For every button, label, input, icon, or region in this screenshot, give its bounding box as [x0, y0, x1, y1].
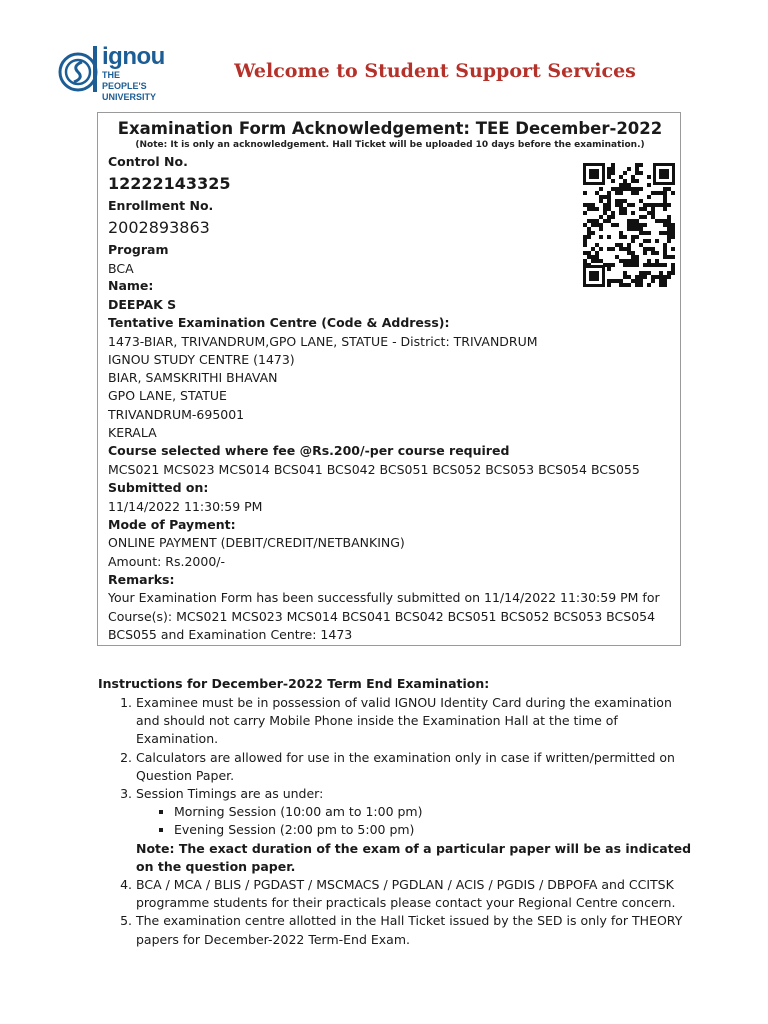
- program-label: Program: [108, 242, 169, 257]
- form-note: (Note: It is only an acknowledgement. Hall Ticket will be uploaded 10 days before the examination.): [135, 140, 645, 150]
- remarks-line: Course(s): MCS021 MCS023 MCS014 BCS041 BCS042 BCS051 BCS052 BCS053 BCS054: [108, 609, 656, 624]
- centre-line: KERALA: [108, 425, 157, 440]
- session-list: [136, 803, 698, 839]
- control-label: Control No.: [108, 154, 188, 169]
- instruction-text: Session Timings are as under:: [136, 786, 324, 802]
- instruction-item: 5. The examination centre allotted in the Hall Ticket issued by the SED is only for THEORY papers for December-2022 Term-End Exam.: [136, 912, 698, 948]
- submitted-value: 11/14/2022 11:30:59 PM: [108, 499, 263, 514]
- centre-line: 1473-BIAR, TRIVANDRUM,GPO LANE, STATUE - District: TRIVANDRUM: [108, 334, 538, 349]
- centre-line: GPO LANE, STATUE: [108, 388, 227, 403]
- name-label: Name:: [108, 278, 154, 293]
- form-title: Examination Form Acknowledgement: TEE December-2022: [117, 119, 663, 138]
- centre-line: IGNOU STUDY CENTRE (1473): [108, 352, 295, 367]
- course-value: MCS021 MCS023 MCS014 BCS041 BCS042 BCS051 BCS052 BCS053 BCS054 BCS055: [108, 462, 640, 477]
- page-title: Welcome to Student Support Services: [234, 60, 636, 82]
- submitted-label: Submitted on:: [108, 480, 209, 495]
- logo-brand: ignou: [102, 43, 165, 70]
- instructions-section: [98, 676, 698, 949]
- session-note: Note: The exact duration of the exam of a particular paper will be as indicated on the question paper.: [136, 840, 692, 874]
- instruction-item: 2. Calculators are allowed for use in the examination only in case if written/permitted on Question Paper.: [136, 749, 698, 785]
- enrollment-value: 2002893863: [108, 218, 210, 237]
- instruction-item: [136, 785, 698, 876]
- session-item: ▪ Morning Session (10:00 am to 1:00 pm): [174, 803, 698, 821]
- instructions-heading: Instructions for December-2022 Term End Examination:: [98, 676, 490, 691]
- centre-line: BIAR, SAMSKRITHI BHAVAN: [108, 370, 278, 385]
- logo-line1: THE PEOPLE'S: [102, 70, 147, 91]
- acknowledgement-box: [97, 112, 681, 646]
- remarks-line: Your Examination Form has been successfully submitted on 11/14/2022 11:30:59 PM for: [108, 590, 660, 605]
- payment-value: ONLINE PAYMENT (DEBIT/CREDIT/NETBANKING): [108, 535, 405, 550]
- ignou-emblem-icon: [56, 46, 100, 96]
- payment-label: Mode of Payment:: [108, 517, 236, 532]
- control-value: 12222143325: [108, 174, 231, 193]
- enrollment-label: Enrollment No.: [108, 198, 214, 213]
- course-label: Course selected where fee @Rs.200/-per course required: [108, 443, 510, 458]
- remarks-label: Remarks:: [108, 572, 175, 587]
- instruction-item: 1. Examinee must be in possession of valid IGNOU Identity Card during the examination and should not carry Mobile Phone inside the Examination Hall at the time of Examination.: [136, 694, 698, 749]
- centre-line: TRIVANDRUM-695001: [108, 407, 245, 422]
- session-item: ▪ Evening Session (2:00 pm to 5:00 pm): [174, 821, 698, 839]
- logo-line2: UNIVERSITY: [102, 92, 157, 102]
- name-value: DEEPAK S: [108, 297, 177, 312]
- centre-label: Tentative Examination Centre (Code & Address):: [108, 315, 450, 330]
- instruction-item: 4. BCA / MCA / BLIS / PGDAST / MSCMACS / PGDLAN / ACIS / PGDIS / DBPOFA and CCITSK programme students for their practicals please contact your Regional Centre concern.: [136, 876, 698, 912]
- program-value: BCA: [108, 261, 134, 276]
- remarks-line: BCS055 and Examination Centre: 1473: [108, 627, 353, 642]
- instructions-list: [98, 694, 698, 949]
- qr-code-icon: [583, 163, 675, 287]
- amount-value: Amount: Rs.2000/-: [108, 554, 226, 569]
